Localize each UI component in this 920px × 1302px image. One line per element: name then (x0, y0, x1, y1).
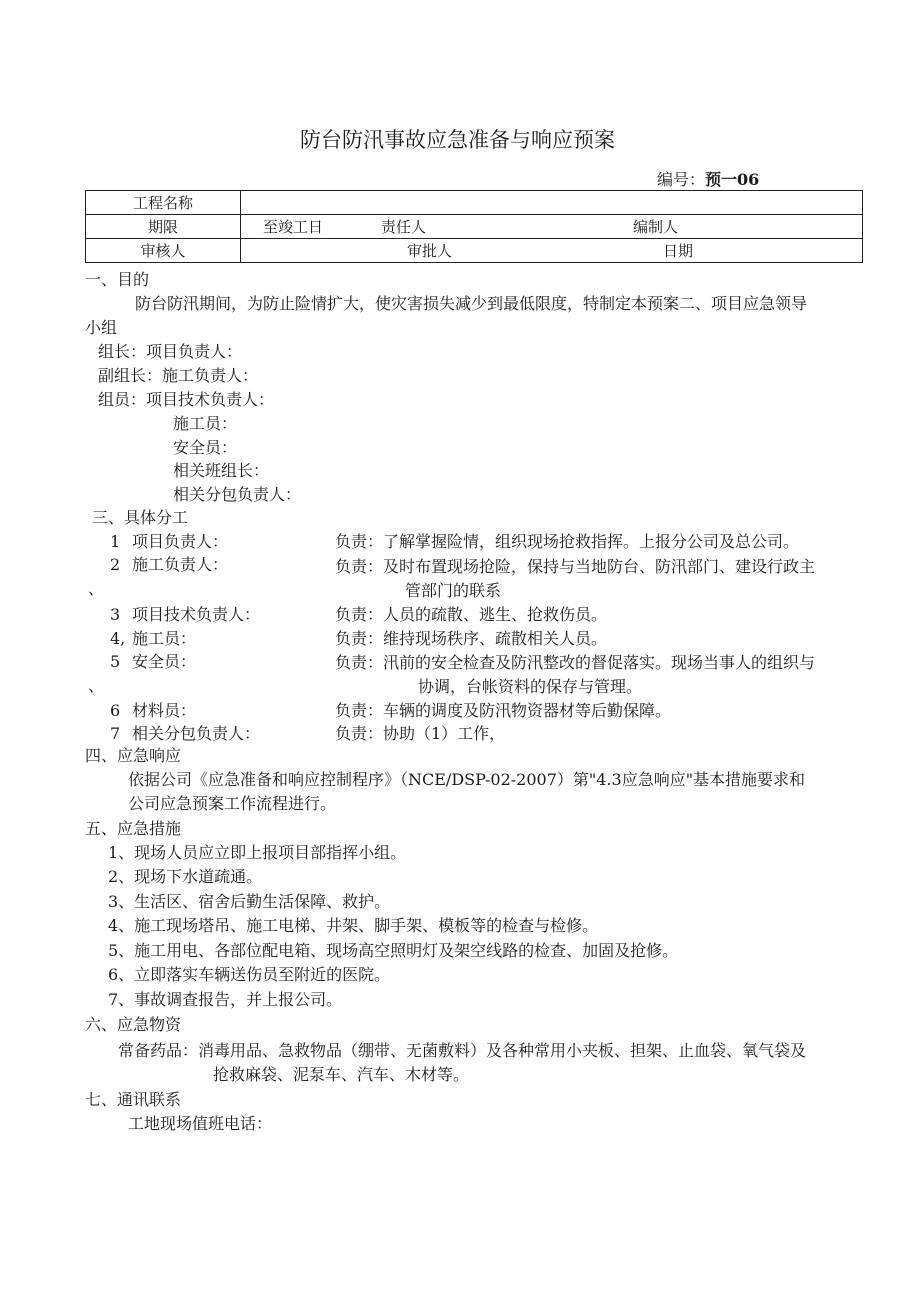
group-vice-leader: 副组长：施工负责人： (98, 366, 259, 385)
duty-number: 2 (110, 555, 121, 574)
measure-item: 3、生活区、宿舍后勤生活保障、救护。 (108, 892, 391, 911)
table-row (86, 239, 863, 263)
section-4-heading: 四、应急响应 (85, 746, 182, 765)
period-value: 至竣工日 (263, 218, 324, 236)
duty-description: 负责：汛前的安全检查及防汛整改的督促落实。现场当事人的组织与 (335, 653, 816, 672)
section-5-heading: 五、应急措施 (85, 819, 182, 838)
duty-description: 负责：协助（1）工作， (335, 724, 506, 743)
document-title: 防台防汛事故应急准备与响应预案 (300, 128, 615, 152)
document-code-label: 编号： (657, 170, 706, 189)
section-1-text: 防台防汛期间，为防止险情扩大，使灾害损失减少到最低限度，特制定本预案二、项目应急领导 (135, 294, 808, 313)
section-6-text: 常备药品：消毒用品、急救物品（绷带、无菌敷料）及各种常用小夹板、担架、止血袋、氧气袋及 (118, 1041, 807, 1060)
duty-role: 施工员： (132, 629, 197, 648)
measure-item: 2、现场下水道疏通。 (108, 867, 263, 886)
date-label: 日期 (663, 242, 694, 260)
section-6-heading: 六、应急物资 (85, 1015, 182, 1034)
header-table (85, 190, 863, 263)
duty-number: 7 (110, 724, 121, 743)
approval-row-cells (241, 239, 863, 263)
period-row-cells (241, 215, 863, 239)
document-code (657, 168, 759, 192)
duty-role: 安全员： (132, 652, 197, 671)
member-subcontract-leader: 相关分包负责人： (173, 485, 302, 504)
document-code-value: 预一06 (705, 170, 760, 189)
duty-number: 3 (110, 605, 121, 624)
duty-role: 施工负责人： (132, 555, 229, 574)
duty-description: 负责：维持现场秩序、疏散相关人员。 (335, 629, 608, 648)
duty-role: 项目技术负责人： (132, 605, 261, 624)
project-name-value (241, 191, 863, 215)
compiler-label: 编制人 (633, 218, 679, 236)
table-row (86, 215, 863, 239)
section-4-text-cont: 公司应急预案工作流程进行。 (128, 794, 337, 813)
duty-description: 负责：人员的疏散、逃生、抢救伤员。 (335, 605, 608, 624)
section-1-text-cont: 小组 (85, 318, 118, 337)
member-constructor: 施工员： (173, 414, 238, 433)
reviewer-label: 审核人 (86, 239, 241, 263)
duty-mark: 、 (88, 676, 105, 695)
measure-item: 6、立即落实车辆送伤员至附近的医院。 (108, 965, 391, 984)
duty-description: 负责：车辆的调度及防汛物资器材等后勤保障。 (335, 701, 672, 720)
measure-item: 4、施工现场塔吊、施工电梯、井架、脚手架、模板等的检查与检修。 (108, 916, 599, 935)
duty-description: 负责：了解掌握险情，组织现场抢救指挥。上报分公司及总公司。 (335, 532, 800, 551)
duty-phone: 工地现场值班电话： (128, 1114, 273, 1133)
section-3-heading: 三、具体分工 (92, 508, 189, 527)
duty-mark: 、 (88, 579, 105, 598)
duty-number: 6 (110, 701, 121, 720)
duty-role: 项目负责人： (132, 532, 229, 551)
table-row (86, 191, 863, 215)
duty-description-cont: 协调，台帐资料的保存与管理。 (418, 677, 643, 696)
duty-role: 相关分包负责人： (132, 724, 261, 743)
group-member: 组员：项目技术负责人： (98, 390, 275, 409)
duty-number: 5 (110, 652, 121, 671)
section-4-text: 依据公司《应急准备和响应控制程序》（NCE/DSP-02-2007）第"4.3应急响应"基本措施要求和 (128, 770, 806, 789)
measure-item: 1、现场人员应立即上报项目部指挥小组。 (108, 843, 407, 862)
member-safety-officer: 安全员： (173, 438, 238, 457)
responsible-person-label: 责任人 (381, 218, 427, 236)
duty-role: 材料员： (132, 701, 197, 720)
measure-item: 5、施工用电、各部位配电箱、现场高空照明灯及架空线路的检查、加固及抢修。 (108, 941, 679, 960)
period-label: 期限 (86, 215, 241, 239)
section-6-text-cont: 抢救麻袋、泥泵车、汽车、木材等。 (213, 1065, 470, 1084)
duty-description: 负责：及时布置现场抢险，保持与当地防台、防汛部门、建设行政主 (335, 557, 816, 576)
measure-item: 7、事故调查报告，并上报公司。 (108, 990, 343, 1009)
section-1-heading: 一、目的 (85, 270, 150, 289)
duty-number: 1 (110, 532, 121, 551)
project-name-label: 工程名称 (86, 191, 241, 215)
section-7-heading: 七、通讯联系 (85, 1090, 182, 1109)
member-team-leader: 相关班组长： (173, 461, 270, 480)
duty-number: 4, (110, 629, 126, 648)
duty-description-cont: 管部门的联系 (405, 581, 502, 600)
approver-label: 审批人 (407, 242, 453, 260)
group-leader: 组长：项目负责人： (98, 342, 243, 361)
